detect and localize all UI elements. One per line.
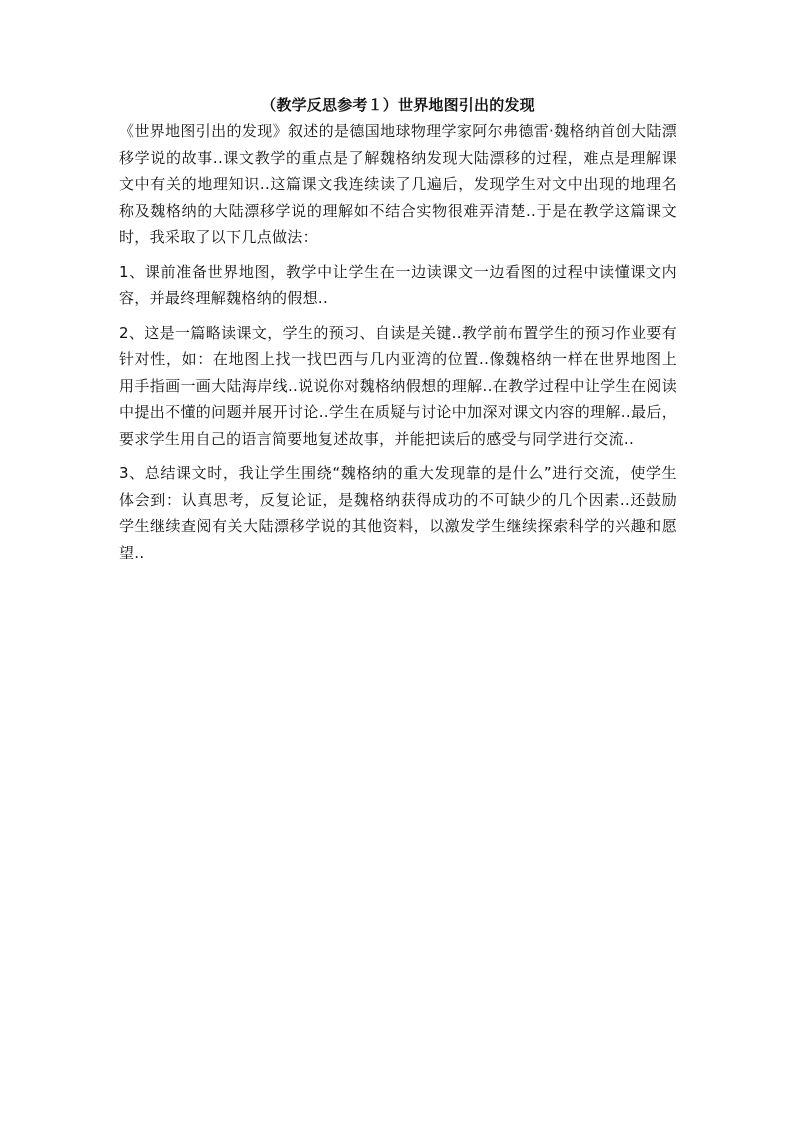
- paragraph-point-2: 2、这是一篇略读课文，学生的预习、自读是关键..教学前布置学生的预习作业要有针对性，如：在地图上找一找巴西与几内亚湾的位置..像魏格纳一样在世界地图上用手指画一画大陆海岸线..说说你对魏格纳假想的理解..在教学过程中让学生在阅读中提出不懂的问题并展开讨论..学生在质疑与讨论中加深对课文内容的理解..最后，要求学生用自己的语言简要地复述故事，并能把读后的感受与同学进行交流..: [119, 323, 677, 448]
- paragraph-intro: 《世界地图引出的发现》叙述的是德国地球物理学家阿尔弗德雷·魏格纳首创大陆漂移学说的故事..课文教学的重点是了解魏格纳发现大陆漂移的过程，难点是理解课文中有关的地理知识..这篇课文我连续读了几遍后，发现学生对文中出现的地理名称及魏格纳的大陆漂移学说的理解如不结合实物很难弄清楚..于是在教学这篇课文时，我采取了以下几点做法：: [119, 122, 677, 246]
- document-title: （教学反思参考１）世界地图引出的发现: [261, 96, 535, 114]
- paragraph-point-1: 1、课前准备世界地图，教学中让学生在一边读课文一边看图的过程中读懂课文内容，并最终理解魏格纳的假想..: [119, 262, 677, 307]
- document-page: [119, 92, 677, 574]
- paragraph-point-3: 3、总结课文时，我让学生围绕“魏格纳的重大发现靠的是什么”进行交流，使学生体会到：认真思考，反复论证，是魏格纳获得成功的不可缺少的几个因素..还鼓励学生继续查阅有关大陆漂移学说的其他资料，以激发学生继续探索科学的兴趣和愿望..: [119, 464, 677, 562]
